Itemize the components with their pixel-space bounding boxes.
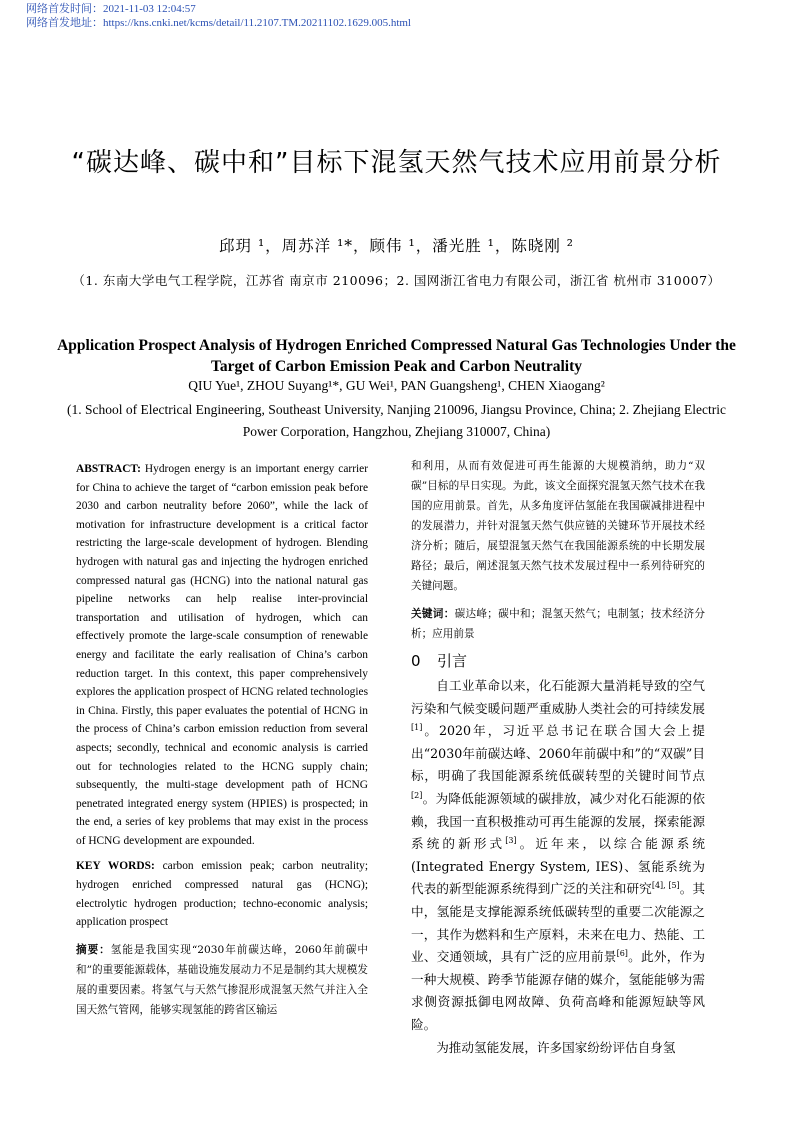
affiliation-en: (1. School of Electrical Engineering, Southeast University, Nanjing 210096, Jiangsu Province, China; 2. Zhejiang Electric Power Corporation, Hangzhou, Zhejiang 310007, China)	[67, 402, 726, 439]
paper-title-cn: “碳达峰、碳中和”目标下混氢天然气技术应用前景分析	[71, 148, 722, 178]
abstract-en-text: Hydrogen energy is an important energy carrier for China to achieve the target of “carbon emission peak before 2030 and carbon neutrality before 2060”, while the lack of motivation for infrastructure development is a critical factor restricting the large-scale development of hydrogen. Blending hydrogen with natural gas and injecting the hydrogen enriched compressed natural gas (HCNG) into the national natural gas pipeline networks can help realise inter-provincial transportation and utilisation of hydrogen, which can effectively promote the large-scale consumption of renewable energy and facilitate the early realisation of China’s carbon reduction target. In this context, this paper comprehensively explores the application prospect of HCNG related technologies in China. Firstly, this paper evaluates the potential of HCNG in the process of China’s carbon emission reduction from several aspects; secondly, technical and economic analysis is carried out for technologies related to the HCNG supply chain; subsequently, the multi-stage development path of HCNG penetrated integrated energy system (HPIES) is prospected; in the end, a series of key problems that may exist in the process of HCNG development are expounded.	[76, 463, 368, 847]
intro-text: 。此外，作为一种大规模、跨季节能源存储的媒介，氢能能够为需求侧资源抵御电网故障、负荷高峰和能源短缺等风险。	[411, 949, 706, 1032]
section-number: 0	[411, 652, 421, 670]
abstract-cn-continued: 和利用，从而有效促进可再生能源的大规模消纳，助力“双碳”目标的早日实现。为此，该文全面探究混氢天然气技术在我国的应用前景。首先，从多角度评估氢能在我国碳减排进程中的发展潜力，并针对混氢天然气供应链的关键环节开展技术经济分析；随后，展望混氢天然气在我国能源系统的中长期发展路径；最后，阐述混氢天然气技术发展过程中一系列待研究的关键问题。	[411, 460, 705, 592]
intro-text: 。其中，氢能是支撑能源系统低碳转型的重要二次能源之一，其作为燃料和生产原料，未来在电力、热能、工业、交通领域，具有广泛的应用前景	[411, 881, 706, 965]
section-heading	[411, 650, 705, 671]
intro-paragraph-1	[411, 675, 705, 1037]
keywords-en-text: carbon emission peak; carbon neutrality; hydrogen enriched compressed natural gas (HCNG); electrolytic hydrogen production; techno-economic analysis; application prospect	[76, 860, 369, 929]
abstract-en-label: ABSTRACT:	[76, 463, 141, 475]
keywords-en-label: KEY WORDS:	[76, 860, 155, 873]
authors-cn: 邱玥 ¹，周苏洋 ¹*，顾伟 ¹，潘光胜 ¹，陈晓刚 ²	[219, 237, 574, 255]
citation[interactable]: [2]	[411, 790, 423, 800]
abstract-cn	[76, 940, 368, 1020]
online-publish-url[interactable]: 网络首发地址：https://kns.cnki.net/kcms/detail/11.2107.TM.20211102.1629.005.html	[26, 17, 411, 29]
intro-text: 。为降低能源领域的碳排放，减少对化石能源的依赖，我国一直积极推动可再生能源的发展，探索能源系统的新形式	[411, 790, 705, 852]
keywords-en	[76, 857, 368, 931]
online-publish-time: 网络首发时间：2021-11-03 12:04:57	[26, 3, 196, 15]
abstract-en	[76, 460, 368, 850]
left-column	[76, 460, 368, 1020]
paper-title-en: Application Prospect Analysis of Hydrogen Enriched Compressed Natural Gas Technologies Under the Target of Carbon Emission Peak and Carbon Neutrality	[57, 337, 736, 375]
right-column	[411, 460, 705, 1059]
intro-text: 。近年来，以综合能源系统(Integrated Energy System, IES)、氢能系统为代表的新型能源系统得到广泛的关注和研究	[411, 836, 705, 897]
intro-text: 自工业革命以来，化石能源大量消耗导致的空气污染和气候变暖问题严重威胁人类社会的可持续发展	[411, 678, 705, 716]
authors-en: QIU Yue¹, ZHOU Suyang¹*, GU Wei¹, PAN Guangsheng¹, CHEN Xiaogang²	[188, 378, 605, 393]
intro-paragraph-2: 为推动氢能发展，许多国家纷纷评估自身氢	[436, 1039, 676, 1055]
citation[interactable]: [4], [5]	[651, 881, 680, 891]
citation[interactable]: [3]	[505, 835, 517, 845]
section-title: 引言	[437, 652, 468, 670]
keywords-cn-text: 碳达峰；碳中和；混氢天然气；电制氢；技术经济分析；应用前景	[411, 608, 706, 640]
citation[interactable]: [6]	[616, 948, 628, 958]
intro-text: 。2020年，习近平总书记在联合国大会上提出“2030年前碳达峰、2060年前碳中和”的“双碳”目标，明确了我国能源系统低碳转型的关键时间节点	[411, 723, 705, 784]
abstract-cn-label: 摘要：	[76, 943, 111, 956]
keywords-cn	[411, 604, 705, 644]
abstract-cn-text-left: 氢能是我国实现“2030年前碳达峰，2060年前碳中和”的重要能源载体，基础设施发展动力不足是制约其大规模发展的重要因素。将氢气与天然气掺混形成混氢天然气并注入全国天然气管网，能够实现氢能的跨省区输运	[76, 943, 368, 1016]
affiliation-cn: （1. 东南大学电气工程学院，江苏省 南京市 210096；2. 国网浙江省电力有限公司，浙江省 杭州市 310007）	[72, 273, 721, 288]
keywords-cn-label: 关键词：	[411, 608, 455, 620]
citation[interactable]: [1]	[411, 723, 423, 732]
